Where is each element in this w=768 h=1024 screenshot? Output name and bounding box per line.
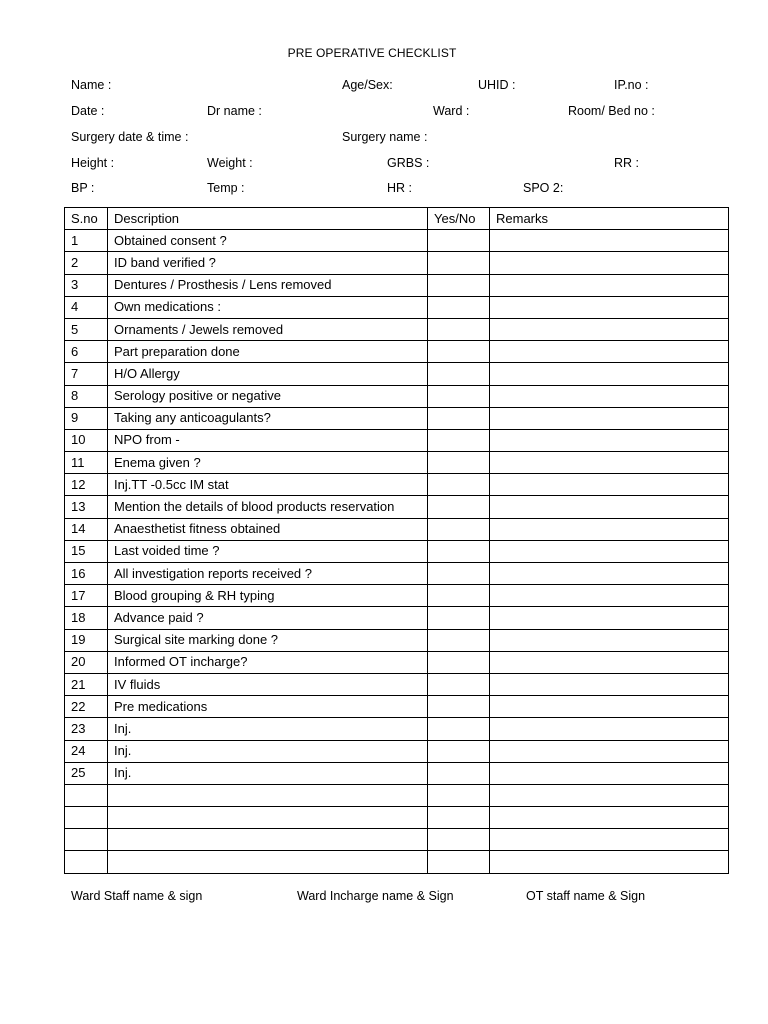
row-remarks-cell[interactable]: [490, 496, 729, 518]
checklist-rows: [65, 230, 729, 873]
row-remarks-cell[interactable]: [490, 563, 729, 585]
row-sno: 14: [65, 518, 108, 540]
row-remarks-cell[interactable]: [490, 341, 729, 363]
row-sno: 4: [65, 296, 108, 318]
row-sno: [65, 829, 108, 851]
row-description: Serology positive or negative: [108, 385, 428, 407]
row-sno: 12: [65, 474, 108, 496]
row-description: Advance paid ?: [108, 607, 428, 629]
table-row: [65, 452, 729, 474]
row-sno: 21: [65, 673, 108, 695]
row-yes-no-cell[interactable]: [428, 829, 490, 851]
bp-field: BP :: [71, 181, 95, 195]
checklist-table: [64, 207, 729, 874]
row-description: Anaesthetist fitness obtained: [108, 518, 428, 540]
row-sno: 20: [65, 651, 108, 673]
row-yes-no-cell[interactable]: [428, 673, 490, 695]
row-remarks-cell[interactable]: [490, 518, 729, 540]
row-sno: 24: [65, 740, 108, 762]
row-description: Enema given ?: [108, 452, 428, 474]
row-description: NPO from -: [108, 429, 428, 451]
row-remarks-cell[interactable]: [490, 607, 729, 629]
row-description: Own medications :: [108, 296, 428, 318]
row-description: Ornaments / Jewels removed: [108, 318, 428, 340]
row-yes-no-cell[interactable]: [428, 651, 490, 673]
row-description: IV fluids: [108, 673, 428, 695]
row-yes-no-cell[interactable]: [428, 341, 490, 363]
ip-no-field: IP.no :: [614, 78, 649, 92]
row-sno: 19: [65, 629, 108, 651]
row-yes-no-cell[interactable]: [428, 851, 490, 873]
row-yes-no-cell[interactable]: [428, 496, 490, 518]
table-row: [65, 740, 729, 762]
table-row: [65, 230, 729, 252]
hr-field: HR :: [387, 181, 412, 195]
row-remarks-cell[interactable]: [490, 318, 729, 340]
row-sno: 3: [65, 274, 108, 296]
row-sno: 22: [65, 696, 108, 718]
row-sno: [65, 784, 108, 806]
row-yes-no-cell[interactable]: [428, 252, 490, 274]
row-description: [108, 807, 428, 829]
row-yes-no-cell[interactable]: [428, 429, 490, 451]
row-remarks-cell[interactable]: [490, 429, 729, 451]
row-remarks-cell[interactable]: [490, 673, 729, 695]
rr-field: RR :: [614, 156, 639, 170]
row-remarks-cell[interactable]: [490, 807, 729, 829]
row-yes-no-cell[interactable]: [428, 363, 490, 385]
table-row: [65, 474, 729, 496]
row-yes-no-cell[interactable]: [428, 230, 490, 252]
table-row: [65, 318, 729, 340]
table-row: [65, 385, 729, 407]
table-row: [65, 784, 729, 806]
row-description: H/O Allergy: [108, 363, 428, 385]
row-remarks-cell[interactable]: [490, 296, 729, 318]
spo2-field: SPO 2:: [523, 181, 564, 195]
row-remarks-cell[interactable]: [490, 252, 729, 274]
row-sno: 6: [65, 341, 108, 363]
row-yes-no-cell[interactable]: [428, 629, 490, 651]
row-description: Last voided time ?: [108, 540, 428, 562]
age-sex-field: Age/Sex:: [342, 78, 393, 92]
row-description: Obtained consent ?: [108, 230, 428, 252]
row-remarks-cell[interactable]: [490, 385, 729, 407]
row-yes-no-cell[interactable]: [428, 474, 490, 496]
table-row: [65, 518, 729, 540]
header-yes-no: Yes/No: [428, 208, 490, 230]
surgery-name-field: Surgery name :: [342, 130, 428, 144]
row-yes-no-cell[interactable]: [428, 607, 490, 629]
name-field: Name :: [71, 78, 112, 92]
row-description: ID band verified ?: [108, 252, 428, 274]
table-row: [65, 296, 729, 318]
table-row: [65, 496, 729, 518]
row-description: Pre medications: [108, 696, 428, 718]
row-yes-no-cell[interactable]: [428, 452, 490, 474]
row-remarks-cell[interactable]: [490, 363, 729, 385]
header-description: Description: [108, 208, 428, 230]
row-yes-no-cell[interactable]: [428, 718, 490, 740]
row-sno: 11: [65, 452, 108, 474]
table-row: [65, 341, 729, 363]
row-description: Inj.: [108, 740, 428, 762]
row-yes-no-cell[interactable]: [428, 296, 490, 318]
row-description: [108, 851, 428, 873]
row-sno: 8: [65, 385, 108, 407]
row-remarks-cell[interactable]: [490, 585, 729, 607]
row-remarks-cell[interactable]: [490, 230, 729, 252]
table-row: [65, 851, 729, 873]
table-row: [65, 762, 729, 784]
row-sno: 2: [65, 252, 108, 274]
row-description: Informed OT incharge?: [108, 651, 428, 673]
row-yes-no-cell[interactable]: [428, 740, 490, 762]
row-yes-no-cell[interactable]: [428, 540, 490, 562]
row-sno: 25: [65, 762, 108, 784]
row-sno: 18: [65, 607, 108, 629]
row-sno: 10: [65, 429, 108, 451]
row-yes-no-cell[interactable]: [428, 784, 490, 806]
table-row: [65, 274, 729, 296]
row-sno: 13: [65, 496, 108, 518]
weight-field: Weight :: [207, 156, 253, 170]
table-row: [65, 807, 729, 829]
ward-staff-sign: Ward Staff name & sign: [71, 889, 203, 903]
row-sno: [65, 807, 108, 829]
row-remarks-cell[interactable]: [490, 629, 729, 651]
row-remarks-cell[interactable]: [490, 452, 729, 474]
row-yes-no-cell[interactable]: [428, 696, 490, 718]
row-sno: 15: [65, 540, 108, 562]
table-row: [65, 629, 729, 651]
table-row: [65, 252, 729, 274]
table-row: [65, 696, 729, 718]
row-sno: 7: [65, 363, 108, 385]
table-row: [65, 829, 729, 851]
row-remarks-cell[interactable]: [490, 829, 729, 851]
row-yes-no-cell[interactable]: [428, 807, 490, 829]
row-description: Inj.: [108, 718, 428, 740]
row-description: Surgical site marking done ?: [108, 629, 428, 651]
date-field: Date :: [71, 104, 105, 118]
table-row: [65, 407, 729, 429]
row-description: All investigation reports received ?: [108, 563, 428, 585]
row-sno: 1: [65, 230, 108, 252]
ward-incharge-sign: Ward Incharge name & Sign: [297, 889, 454, 903]
table-row: [65, 429, 729, 451]
row-sno: 16: [65, 563, 108, 585]
header-sno: S.no: [65, 208, 108, 230]
ward-field: Ward :: [433, 104, 470, 118]
row-description: [108, 784, 428, 806]
table-row: [65, 563, 729, 585]
row-yes-no-cell[interactable]: [428, 518, 490, 540]
row-sno: 5: [65, 318, 108, 340]
row-description: Mention the details of blood products reservation: [108, 496, 428, 518]
table-row: [65, 651, 729, 673]
grbs-field: GRBS :: [387, 156, 430, 170]
table-row: [65, 607, 729, 629]
row-remarks-cell[interactable]: [490, 851, 729, 873]
row-yes-no-cell[interactable]: [428, 585, 490, 607]
table-row: [65, 673, 729, 695]
surgery-date-field: Surgery date & time :: [71, 130, 189, 144]
row-yes-no-cell[interactable]: [428, 274, 490, 296]
header-remarks: Remarks: [490, 208, 729, 230]
row-description: Part preparation done: [108, 341, 428, 363]
row-yes-no-cell[interactable]: [428, 385, 490, 407]
row-description: [108, 829, 428, 851]
table-row: [65, 540, 729, 562]
temp-field: Temp :: [207, 181, 245, 195]
row-sno: [65, 851, 108, 873]
row-sno: 17: [65, 585, 108, 607]
row-remarks-cell[interactable]: [490, 540, 729, 562]
row-description: Inj.: [108, 762, 428, 784]
row-description: Taking any anticoagulants?: [108, 407, 428, 429]
room-bed-field: Room/ Bed no :: [568, 104, 655, 118]
row-remarks-cell[interactable]: [490, 762, 729, 784]
row-remarks-cell[interactable]: [490, 474, 729, 496]
row-yes-no-cell[interactable]: [428, 318, 490, 340]
table-row: [65, 363, 729, 385]
page-title: PRE OPERATIVE CHECKLIST: [287, 46, 457, 60]
row-sno: 9: [65, 407, 108, 429]
ot-staff-sign: OT staff name & Sign: [526, 889, 646, 903]
table-row: [65, 718, 729, 740]
row-yes-no-cell[interactable]: [428, 407, 490, 429]
uhid-field: UHID :: [478, 78, 516, 92]
row-remarks-cell[interactable]: [490, 740, 729, 762]
row-sno: 23: [65, 718, 108, 740]
row-description: Blood grouping & RH typing: [108, 585, 428, 607]
dr-name-field: Dr name :: [207, 104, 262, 118]
height-field: Height :: [71, 156, 115, 170]
table-header-row: [65, 208, 729, 230]
row-remarks-cell[interactable]: [490, 784, 729, 806]
row-remarks-cell[interactable]: [490, 718, 729, 740]
row-yes-no-cell[interactable]: [428, 762, 490, 784]
row-description: Dentures / Prosthesis / Lens removed: [108, 274, 428, 296]
row-remarks-cell[interactable]: [490, 651, 729, 673]
row-description: Inj.TT -0.5cc IM stat: [108, 474, 428, 496]
row-remarks-cell[interactable]: [490, 274, 729, 296]
table-row: [65, 585, 729, 607]
row-remarks-cell[interactable]: [490, 407, 729, 429]
row-remarks-cell[interactable]: [490, 696, 729, 718]
row-yes-no-cell[interactable]: [428, 563, 490, 585]
